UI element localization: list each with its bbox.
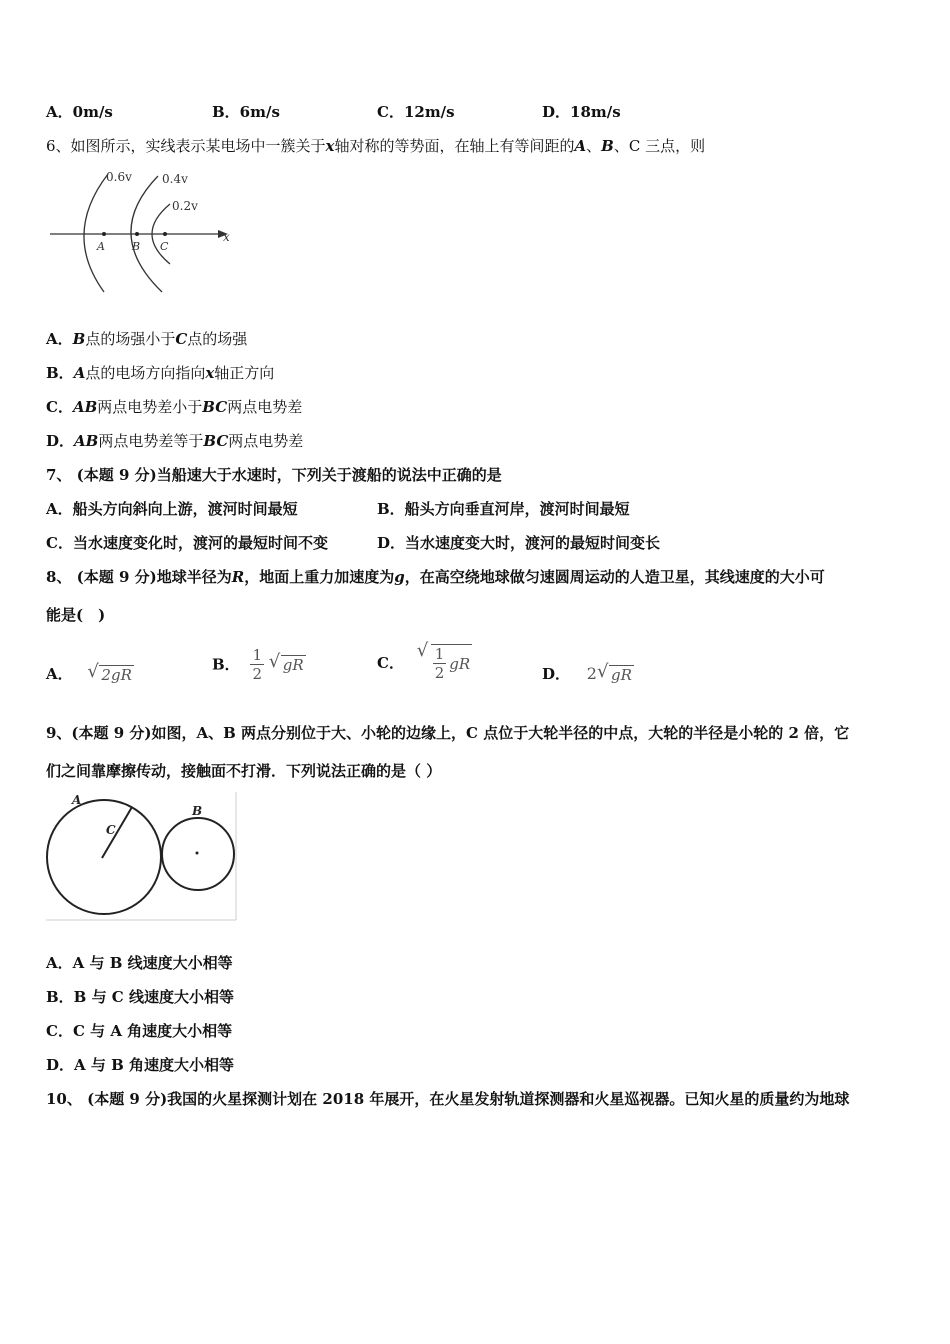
- q5-option-a: A．0m/s: [46, 103, 113, 121]
- q6-a-letter: A．: [46, 330, 73, 348]
- q6-c-post: 两点电势差: [227, 398, 303, 416]
- q6-stem-x: x: [325, 137, 335, 155]
- q6-stem-sep2: 、C 三点，则: [613, 137, 706, 155]
- q6-d-v1: AB: [74, 432, 99, 450]
- q8-b-letter: B．: [212, 655, 240, 674]
- q9-stem-line1: 9、(本题 9 分)如图，A、B 两点分别位于大、小轮的边缘上，C 点位于大轮半径的中点，大轮的半径是小轮的 2 倍，它: [46, 724, 850, 742]
- axis-x-label: x: [223, 230, 230, 244]
- q5-option-b: B．6m/s: [212, 103, 280, 121]
- q6-c-mid: 两点电势差小于: [97, 398, 203, 416]
- point-A: [102, 232, 106, 236]
- q8-stem-post: ，在高空绕地球做匀速圆周运动的人造卫星，其线速度的大小可: [404, 568, 825, 586]
- q6-stem-pre: 6、如图所示，实线表示某电场中一簇关于: [46, 137, 326, 155]
- q6-b-letter: B．: [46, 364, 74, 382]
- large-wheel: [47, 800, 161, 914]
- point-C: [163, 232, 167, 236]
- q8-stem: [46, 567, 825, 587]
- q6-b-post: 轴正方向: [214, 364, 275, 382]
- q8-a-letter: A．: [46, 665, 73, 683]
- q7-option-c: C．当水速度变化时，渡河的最短时间不变: [46, 534, 328, 552]
- q8-b-radicand: gR: [282, 655, 304, 674]
- small-wheel-center: [196, 852, 199, 855]
- q8-c-fraction: [433, 645, 447, 682]
- q6-stem-B: B: [601, 137, 614, 155]
- q8-c-den: 2: [434, 664, 445, 682]
- q5-option-d: D．18m/s: [542, 103, 621, 121]
- q9-stem-line2: 们之间靠摩擦传动，接触面不打滑．下列说法正确的是（ ）: [46, 762, 442, 780]
- q8-c-num: √ 1: [434, 645, 445, 663]
- q6-b-v2: x: [205, 364, 215, 382]
- q8-b-num: 1: [252, 646, 263, 664]
- q8-c-radicand: gR: [449, 654, 471, 673]
- equipotential-figure: [46, 168, 246, 298]
- q7-option-b: B．船头方向垂直河岸，渡河时间最短: [377, 500, 630, 518]
- q6-c-v1: AB: [72, 398, 98, 416]
- point-B: [135, 232, 139, 236]
- q8-option-c: [377, 644, 472, 682]
- q8-a-sqrt: [87, 665, 133, 685]
- q6-stem-mid: 轴对称的等势面，在轴上有等间距的: [334, 137, 575, 155]
- label-B-wheel: B: [192, 804, 203, 818]
- q6-d-mid: 两点电势差等于: [98, 432, 204, 450]
- label-A: A: [97, 240, 105, 253]
- q7-stem: 7、 (本题 9 分)当船速大于水速时，下列关于渡船的说法中正确的是: [46, 466, 502, 484]
- q8-c-letter: C．: [377, 654, 404, 672]
- q5-option-c: C．12m/s: [377, 103, 455, 121]
- q6-b-mid: 点的电场方向指向: [85, 364, 206, 382]
- label-0.2v: 0.2v: [172, 199, 198, 213]
- q6-option-c: [46, 397, 302, 417]
- q6-c-v2: BC: [202, 398, 228, 416]
- q8-stem-pre: 8、 (本题 9 分)地球半径为: [46, 568, 232, 586]
- label-C-wheel: C: [106, 823, 116, 837]
- q8-stem-mid: ，地面上重力加速度为: [244, 568, 395, 586]
- wheels-figure: [44, 790, 240, 922]
- q9-option-d: D．A 与 B 角速度大小相等: [46, 1056, 234, 1074]
- q9-option-b: B．B 与 C 线速度大小相等: [46, 988, 234, 1006]
- q6-b-v1: A: [73, 364, 86, 382]
- q8-d-coef: 2: [586, 664, 597, 683]
- q8-stem-line2: 能是( ): [46, 606, 106, 624]
- q6-a-v1: B: [72, 330, 86, 348]
- q9-option-c: C．C 与 A 角速度大小相等: [46, 1022, 233, 1040]
- q6-d-letter: D．: [46, 432, 75, 450]
- q8-stem-g: g: [394, 568, 405, 586]
- q8-c-sqrt: [417, 644, 472, 682]
- label-0.4v: 0.4v: [162, 172, 188, 186]
- q6-a-post: 点的场强: [187, 330, 248, 348]
- q6-d-v2: BC: [203, 432, 229, 450]
- q7-option-a: A．船头方向斜向上游，渡河时间最短: [46, 500, 298, 518]
- label-B: B: [132, 240, 141, 253]
- q8-b-sqrt: [269, 655, 306, 675]
- q10-stem: 10、 (本题 9 分)我国的火星探测计划在 2018 年展开，在火星发射轨道探测器和火星巡视器。已知火星的质量约为地球: [46, 1090, 850, 1108]
- q9-option-a: A．A 与 B 线速度大小相等: [46, 954, 233, 972]
- q8-option-d: [542, 664, 634, 685]
- q6-d-post: 两点电势差: [228, 432, 304, 450]
- q6-stem: [46, 136, 705, 156]
- q6-a-v2: C: [175, 330, 188, 348]
- label-C: C: [160, 240, 169, 253]
- q6-option-a: [46, 329, 247, 349]
- q6-stem-sep1: 、: [586, 137, 602, 155]
- q8-a-radicand: 2gR: [101, 666, 132, 684]
- q8-d-letter: D．: [542, 665, 571, 683]
- q8-d-sqrt: [597, 665, 634, 685]
- label-0.6v: 0.6v: [106, 170, 132, 184]
- q6-a-mid: 点的场强小于: [85, 330, 176, 348]
- q6-option-d: [46, 431, 303, 451]
- q7-option-d: D．当水速度变大时，渡河的最短时间变长: [377, 534, 661, 552]
- q6-c-letter: C．: [46, 398, 73, 416]
- q8-b-den: 2: [252, 665, 263, 683]
- q8-d-radicand: gR: [610, 666, 632, 684]
- q8-stem-R: R: [231, 568, 245, 586]
- q8-b-fraction: [250, 646, 264, 683]
- q6-stem-A: A: [574, 137, 587, 155]
- q8-option-b: [212, 646, 306, 683]
- q8-option-a: [46, 664, 134, 685]
- label-A-wheel: A: [72, 793, 82, 807]
- q6-option-b: [46, 363, 274, 383]
